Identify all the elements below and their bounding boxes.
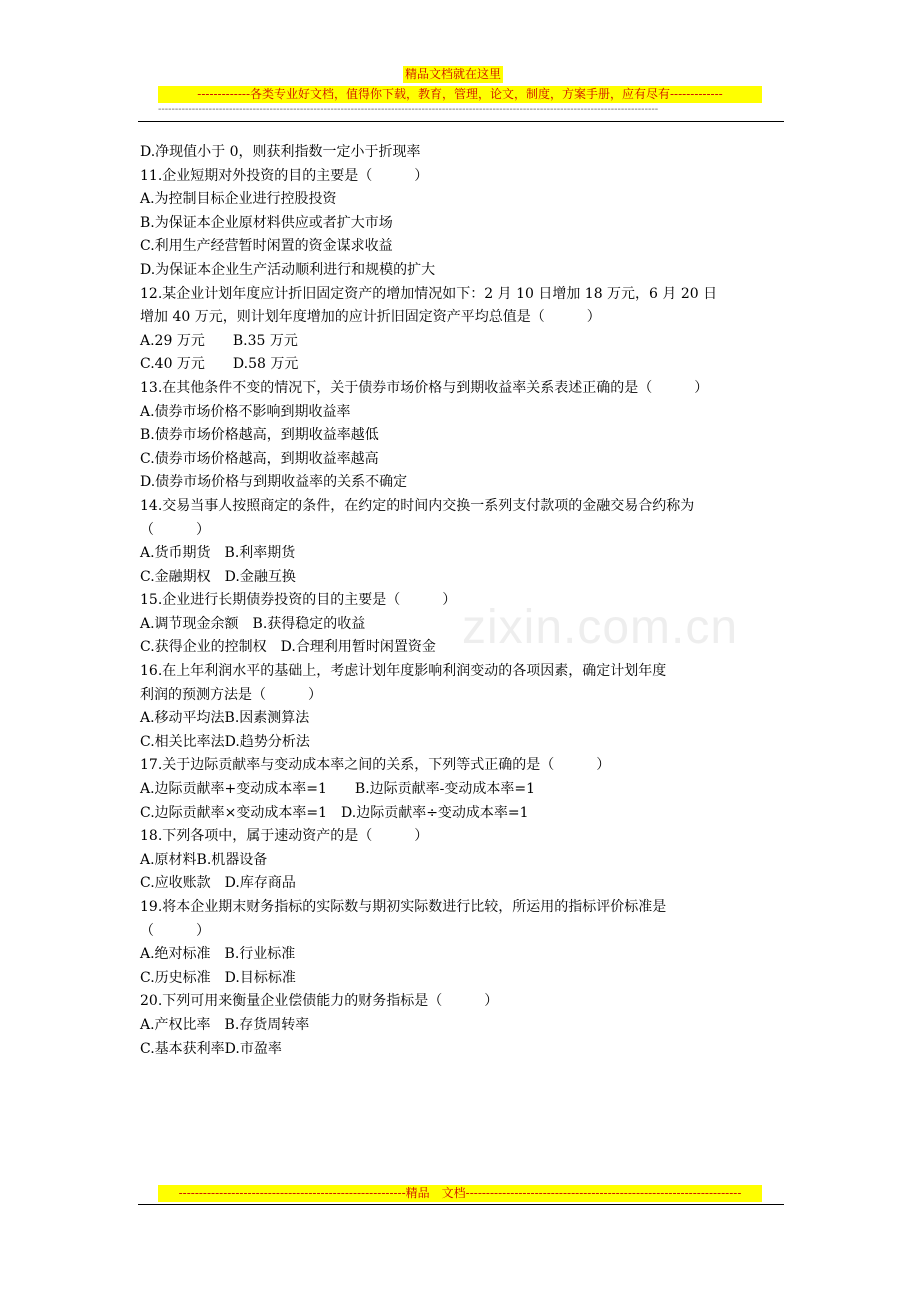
question-11: 11.企业短期对外投资的目的主要是（ ） (140, 167, 429, 184)
option-line: A.为控制目标企业进行控股投资 (140, 191, 337, 208)
header-title: 精品文档就在这里 (405, 67, 502, 81)
question-17: 17.关于边际贡献率与变动成本率之间的关系，下列等式正确的是（ ） (140, 757, 611, 774)
option-line: D.为保证本企业生产活动顺利进行和规模的扩大 (140, 261, 436, 278)
question-14: 14.交易当事人按照商定的条件，在约定的时间内交换一系列支付款项的金融交易合约称为 (140, 497, 695, 514)
question-12: 12.某企业计划年度应计折旧固定资产的增加情况如下：2 月 10 日增加 18 万元，6 月 20 日 (140, 285, 718, 302)
option-line: C.应收账款 D.库存商品 (140, 875, 296, 892)
watermark: zixin.com.cn (462, 601, 739, 654)
question-14-cont: （ ） (140, 521, 210, 538)
option-line: C.40 万元 D.58 万元 (140, 356, 299, 373)
question-16-cont: 利润的预测方法是（ ） (140, 686, 322, 703)
option-line: C.利用生产经营暂时闲置的资金谋求收益 (140, 238, 393, 255)
question-13: 13.在其他条件不变的情况下，关于债券市场价格与到期收益率关系表述正确的是（ ） (140, 379, 709, 396)
footer-rule (138, 1204, 784, 1205)
option-line: C.历史标准 D.目标标准 (140, 969, 296, 986)
option-line: C.金融期权 D.金融互换 (140, 568, 296, 585)
text-line: D.净现值小于 0，则获利指数一定小于折现率 (140, 144, 421, 160)
header-rule (138, 121, 784, 122)
question-16: 16.在上年利润水平的基础上，考虑计划年度影响利润变动的各项因素，确定计划年度 (140, 663, 667, 680)
option-line: A.产权比率 B.存货周转率 (140, 1016, 310, 1033)
header-subtitle: -------------各类专业好文档，值得你下载，教育，管理，论文，制度，方案手册，应有尽有------------- (158, 86, 762, 103)
question-15: 15.企业进行长期债券投资的目的主要是（ ） (140, 592, 457, 609)
option-line: A.调节现金余额 B.获得稳定的收益 (140, 615, 366, 632)
option-line: A.边际贡献率+变动成本率=1 B.边际贡献率-变动成本率=1 (140, 781, 536, 798)
option-line: D.债券市场价格与到期收益率的关系不确定 (140, 474, 408, 491)
question-18: 18.下列各项中，属于速动资产的是（ ） (140, 828, 429, 845)
option-line: A.货币期货 B.利率期货 (140, 545, 296, 562)
header-dashes: ---------------------------------------------------------------------------------------------------------------------------------------------------- (158, 104, 659, 115)
option-line: C.相关比率法D.趋势分析法 (140, 733, 310, 750)
question-12-cont: 增加 40 万元，则计划年度增加的应计折旧固定资产平均总值是（ ） (140, 309, 601, 326)
option-line: C.获得企业的控制权 D.合理利用暂时闲置资金 (140, 639, 436, 656)
option-line: B.为保证本企业原材料供应或者扩大市场 (140, 214, 393, 231)
option-line: C.基本获利率D.市盈率 (140, 1040, 282, 1057)
option-line: A.原材料B.机器设备 (140, 851, 268, 868)
question-20: 20.下列可用来衡量企业偿债能力的财务指标是（ ） (140, 993, 499, 1010)
footer-bar: --------------------------------------------------------精品 文档-------------------------------------------------------------------- (158, 1185, 762, 1202)
option-line: C.债券市场价格越高，到期收益率越高 (140, 450, 379, 467)
option-line: A.绝对标准 B.行业标准 (140, 946, 296, 963)
option-line: A.29 万元 B.35 万元 (140, 332, 298, 349)
document-body (140, 141, 785, 1061)
option-line: B.债券市场价格越高，到期收益率越低 (140, 427, 379, 444)
option-line: A.移动平均法B.因素测算法 (140, 710, 310, 727)
question-19: 19.将本企业期末财务指标的实际数与期初实际数进行比较，所运用的指标评价标准是 (140, 899, 667, 915)
option-line: C.边际贡献率×变动成本率=1 D.边际贡献率÷变动成本率=1 (140, 804, 529, 821)
question-19-cont: （ ） (140, 922, 210, 939)
option-line: A.债券市场价格不影响到期收益率 (140, 403, 351, 420)
